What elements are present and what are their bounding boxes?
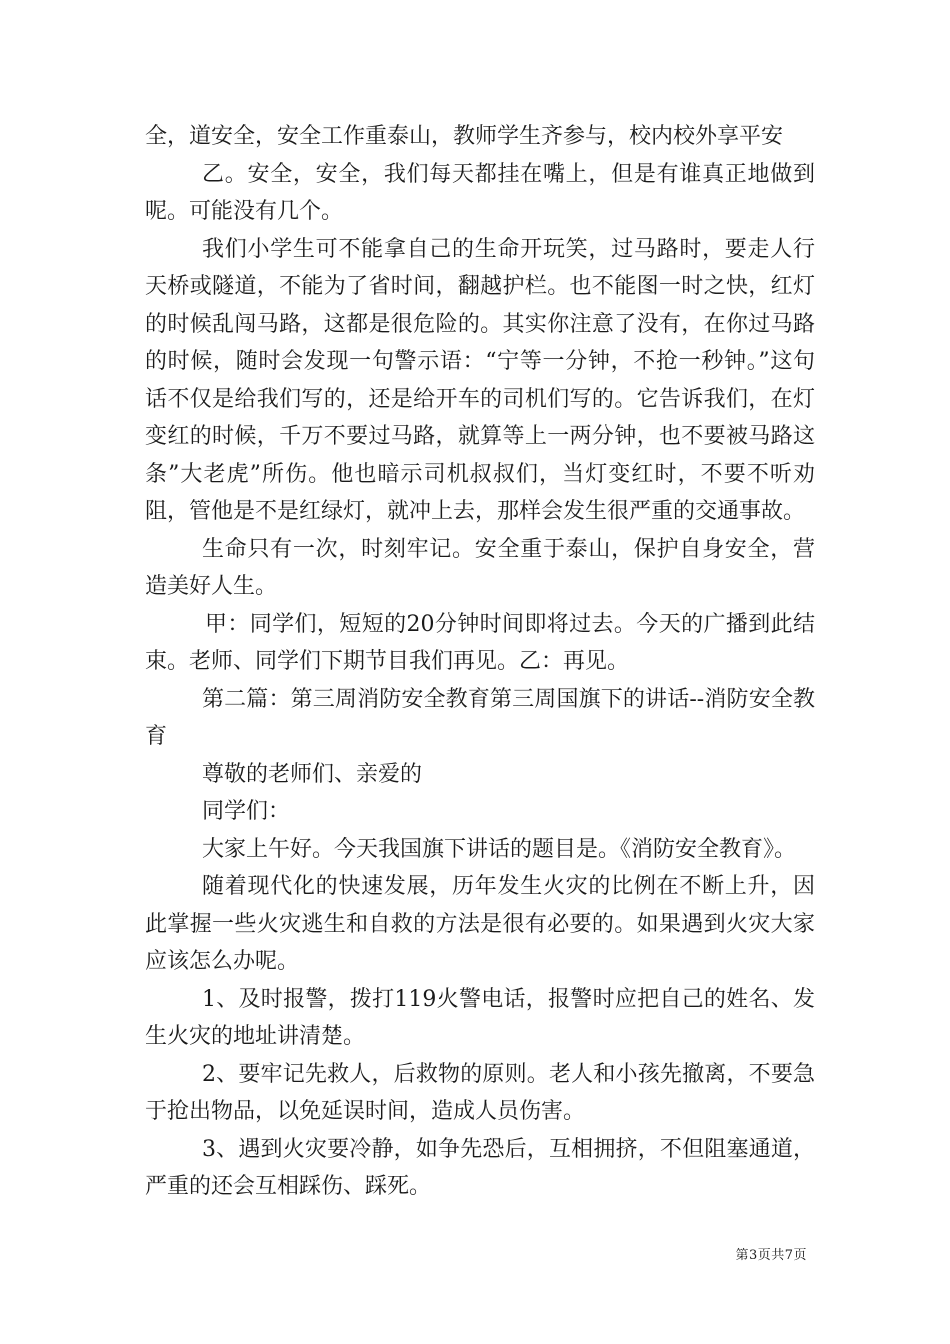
paragraph-8-salutation: 同学们：	[202, 799, 291, 824]
paragraph-4: 生命只有一次，时刻牢记。安全重于泰山，保护自身安全，营造美好人生。	[145, 536, 815, 599]
paragraph-11-list-item-1: 1、及时报警，拨打119火警电话，报警时应把自己的姓名、发生火灾的地址讲清楚。	[145, 986, 815, 1049]
paragraph-1: 全，道安全，安全工作重泰山，教师学生齐参与，校内校外享平安	[145, 124, 784, 149]
paragraph-6-section-heading: 第二篇：第三周消防安全教育第三周国旗下的讲话--消防安全教育	[145, 686, 815, 749]
document-body	[145, 118, 815, 1206]
paragraph-2: 乙。安全，安全，我们每天都挂在嘴上，但是有谁真正地做到呢。可能没有几个。	[145, 161, 815, 224]
paragraph-7-salutation: 尊敬的老师们、亲爱的	[202, 761, 423, 787]
paragraph-3: 我们小学生可不能拿自己的生命开玩笑，过马路时，要走人行天桥或隧道，不能为了省时间，翻越护栏。也不能图一时之快，红灯的时候乱闯马路，这都是很危险的。其实你注意了没有，在你过马路的时候，随时会发现一句警示语：“宁等一分钟，不抢一秒钟。”这句话不仅是给我们写的，还是给开车的司机们写的。它告诉我们，在灯变红的时候，千万不要过马路，就算等上一两分钟，也不要被马路这条”大老虎”所伤。他也暗示司机叔叔们，当灯变红时，不要不听劝阻，管他是不是红绿灯，就冲上去，那样会发生很严重的交通事故。	[145, 236, 815, 524]
paragraph-13-list-item-3: 3、遇到火灾要冷静，如争先恐后，互相拥挤，不但阻塞通道，严重的还会互相踩伤、踩死。	[145, 1136, 815, 1199]
page-number: 第3页共7页	[735, 1248, 807, 1263]
paragraph-5: 甲：同学们，短短的20分钟时间即将过去。今天的广播到此结束。老师、同学们下期节目我们再见。乙：再见。	[145, 611, 815, 674]
paragraph-10: 随着现代化的快速发展，历年发生火灾的比例在不断上升，因此掌握一些火灾逃生和自救的方法是很有必要的。如果遇到火灾大家应该怎么办呢。	[145, 874, 815, 974]
paragraph-9: 大家上午好。今天我国旗下讲话的题目是。《消防安全教育》。	[202, 836, 797, 862]
paragraph-12-list-item-2: 2、要牢记先救人，后救物的原则。老人和小孩先撤离，不要急于抢出物品，以免延误时间，造成人员伤害。	[145, 1061, 815, 1124]
